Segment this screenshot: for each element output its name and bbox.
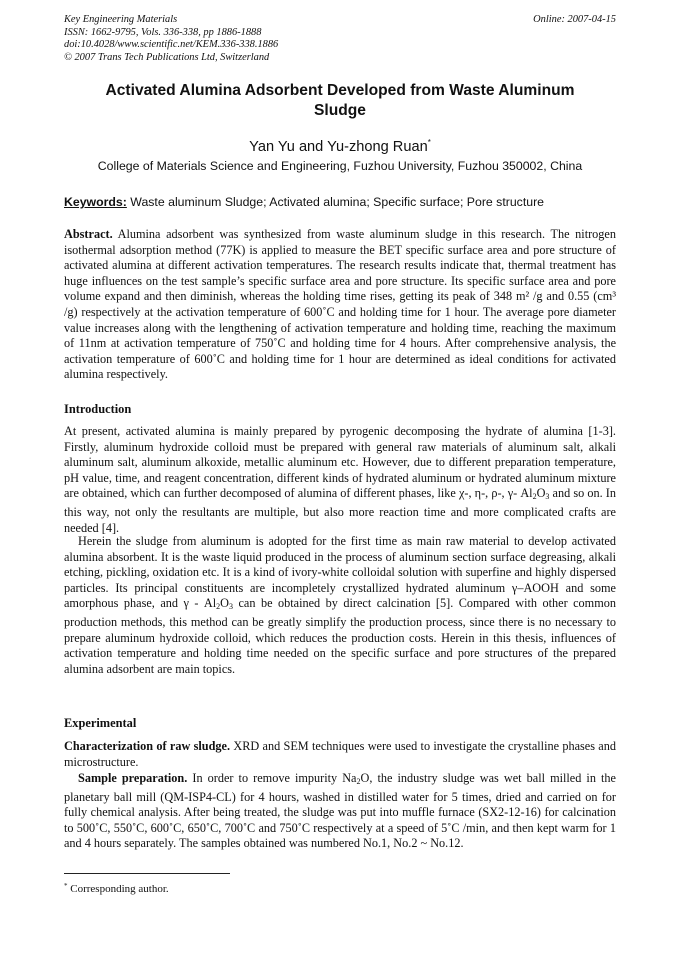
journal-header [64,14,616,64]
intro-p1-text-a: At present, activated alumina is mainly prepared by pyrogenic decomposing the hydrate of alumina [1-3]. Firstly, aluminum hydroxide colloid must be prepared with general raw materials of aluminum salt, alkali aluminum salt, aluminum alkoxide, metallic aluminum etc. However, due to different preparation temperature, pH value, time, and reagent concentration, different kinds of hydrated aluminum or hydrated aluminum mixture are obtained, which can further decomposed of alumina of different phases, like χ-, η-, ρ-, γ- Al [64,424,616,501]
abstract [64,227,616,383]
affiliation: College of Materials Science and Engineering, Fuzhou University, Fuzhou 350002, China [97,159,583,173]
sample-prep-sub: 2 [356,777,361,786]
paper-title [64,81,616,120]
keywords [64,195,616,210]
intro-p1-sub-1: 2 [532,492,537,502]
raw-sludge-text: XRD and SEM techniques were used to investigate the crystalline phases and microstructure. [64,739,616,769]
keywords-text: Waste aluminum Sludge; Activated alumina; Specific surface; Pore structure [126,195,545,209]
authors [64,134,616,156]
intro-p2-text-b: can be obtained by direct calcination [5]. Compared with other common production methods, this method can be greatly simplify the production process, since there is no necessary to prepare aluminum hydroxide colloid, which reduces the production costs. Herein in this thesis, influences of activation temperature and holding time needed on the specific surface and pore structures of the prepared alumina adsorbent are main topics. [64,596,616,676]
corresponding-mark: * [427,138,431,147]
intro-p1-sub-2: 3 [545,492,550,502]
keywords-label: Keywords: [64,195,127,209]
journal-name: Key Engineering Materials [64,14,178,25]
abstract-text: Alumina adsorbent was synthesized from waste aluminum sludge in this research. The nitrogen isothermal adsorption method (77K) is applied to measure the BET specific surface area and pore structure of activated alumina at different activation temperatures. The research results indicate that, thermal treatment has huge influences on the test sample’s specific surface area and pore structure. Its specific surface area and pore volume expand and then diminish, whereas the holding time rises, getting its peak of 348 m² /g and 0.55 (cm³ /g) respectively at the activation temperature of 600˚C and holding time for 1 hour. The average pore diameter value increases along with the lengthening of activation temperature and holding time, reaching the maximum of 11nm at activation temperature of 750˚C and holding time for 4 hours. After comprehensive analysis, the activation temperature of 600˚C and holding time for 1 hour are determined as ideal conditions for activated alumina respectively. [64,227,616,382]
online-date: Online: 2007-04-15 [533,14,616,25]
title-line-1: Activated Alumina Adsorbent Developed from Waste Aluminum [105,82,575,99]
sample-prep-text-b: O, the industry sludge was wet ball milled in the planetary ball mill (QM-ISP4-CL) for 4 hours, washed in distilled water for 5 times, dried and carried on for fully chemical analysis. After being treated, the sludge was put into muffle furnace (SX2-12-16) for calcination to 500˚C, 550˚C, 600˚C, 650˚C, 700˚C and 750˚C respectively at a speed of 5˚C /min, and then kept warm for 1 and 4 hours separately. The samples obtained was numbered No.1, No.2 ~ No.12. [64,771,616,851]
sample-prep-label: Sample preparation. [78,771,188,785]
copyright-line: © 2007 Trans Tech Publications Ltd, Switzerland [64,51,270,63]
intro-p2-sub-2: 3 [229,602,234,612]
experimental-paragraph-2 [64,771,616,852]
raw-sludge-label: Characterization of raw sludge. [64,739,231,753]
experimental-paragraph-1 [64,739,616,770]
issn-line: ISSN: 1662-9795, Vols. 336-338, pp 1886-1888 [64,26,262,38]
doi-line: doi:10.4028/www.scientific.net/KEM.336-338.1886 [64,39,279,50]
introduction-paragraph-2 [64,534,616,677]
experimental-heading: Experimental [64,716,137,730]
intro-p2-text-a: Herein the sludge from aluminum is adopted for the first time as main raw material to develop activated alumina absorbent. It is the waste liquid produced in the process of aluminum section surface degreasing, alkali etching, pickling, oxidation etc. It is a kind of ivory-white colloidal solution with superfine and highly dispersed particles. Its principal constituents are incompletely crystallized hydrated aluminum γ–AOOH and some amorphous phase, and γ - Al [64,534,616,611]
footnote-divider [64,873,230,874]
intro-p1-text-mid: O [536,486,546,501]
intro-p2-sub-1: 2 [216,602,221,612]
introduction-heading: Introduction [64,402,132,416]
footnote [64,879,169,896]
footnote-text: Corresponding author. [67,883,169,895]
title-line-2: Sludge [314,101,366,119]
footnote-mark: * [64,882,68,890]
introduction-paragraph-1 [64,424,616,536]
intro-p2-text-mid: O [220,596,230,611]
author-names: Yan Yu and Yu-zhong Ruan [249,139,428,155]
intro-p1-text-b: and so on. In this way, not only the resultants are multiple, but also more reaction time and more complicated crafts are needed [4]. [64,486,616,535]
abstract-label: Abstract. [64,227,113,241]
sample-prep-text-a: In order to remove impurity Na [187,771,357,785]
